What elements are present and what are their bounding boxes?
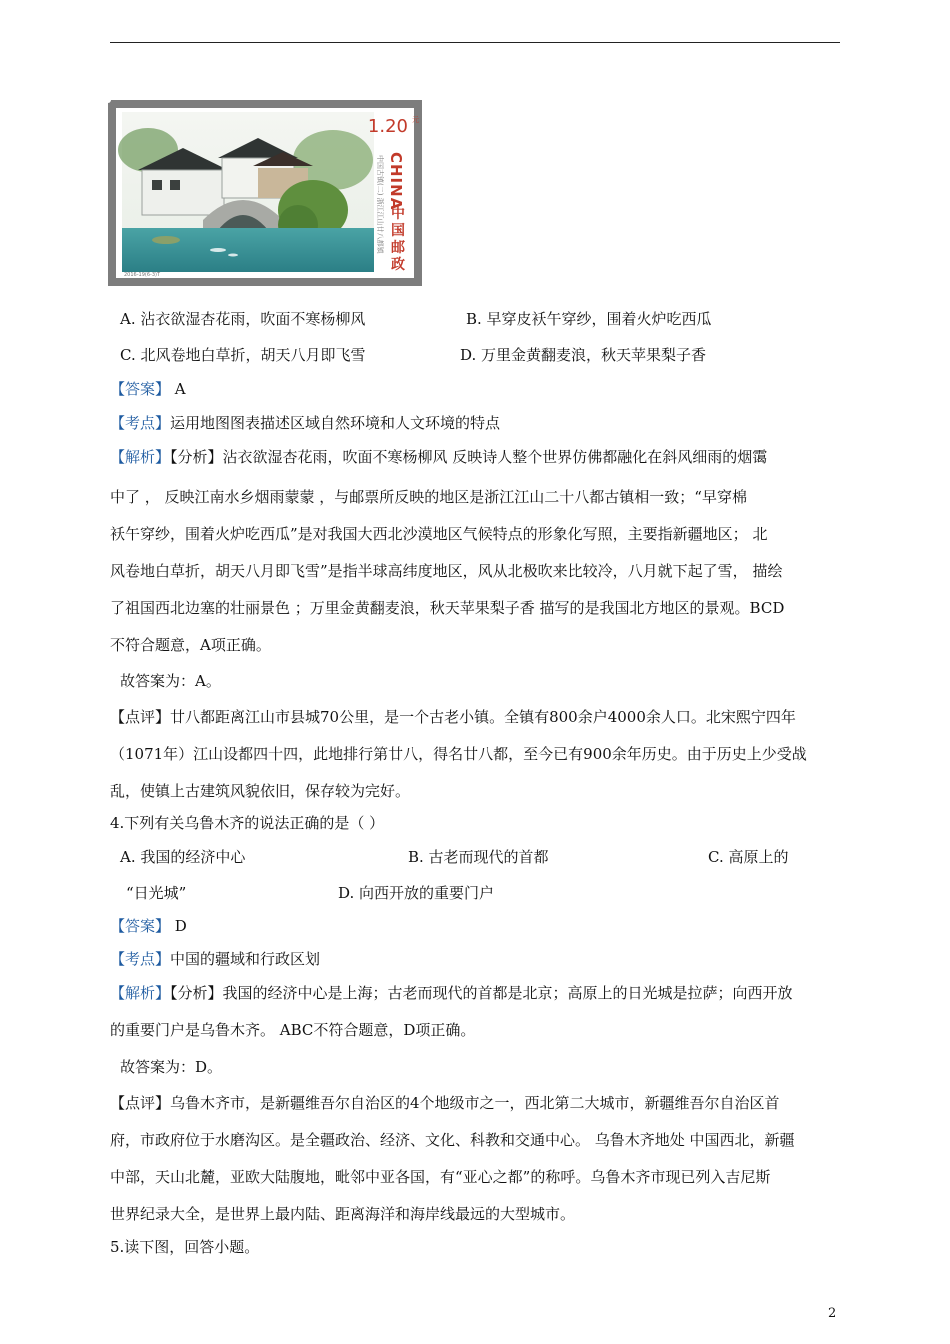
q3-analysis-line-1 <box>110 446 767 468</box>
q4-answer <box>110 915 187 937</box>
q3-analysis-line-3: 袄午穿纱，围着火炉吃西瓜”是对我国大西北沙漠地区气候特点的形象化写照，主要指新疆地区； 北 <box>110 525 768 543</box>
q3-comment-line-3: 乱，使镇上古建筑风貌依旧，保存较为完好。 <box>110 782 411 800</box>
q3-option-b: B. 早穿皮袄午穿纱，围着火炉吃西瓜 <box>466 310 712 328</box>
analysis-tag: 【解析】 <box>110 984 171 1002</box>
q4-option-c: C. 高原上的 <box>708 848 789 866</box>
svg-text:国: 国 <box>391 223 405 239</box>
q3-analysis-line-2: 中了 ， 反映江南水乡烟雨蒙蒙 ，与邮票所反映的地区是浙江江山二十八都古镇相一致；“早穿棉 <box>110 488 747 506</box>
q3-analysis-line-5: 了祖国西北边塞的壮丽景色 ；万里金黄翻麦浪，秋天苹果梨子香 描写的是我国北方地区的景观。BCD <box>110 599 785 617</box>
q4-option-a: A. 我国的经济中心 <box>120 848 246 866</box>
point-tag: 【考点】 <box>110 950 171 968</box>
stamp-country: CHINA <box>387 152 405 211</box>
answer-value: A <box>174 380 186 398</box>
q4-point <box>110 948 320 970</box>
q4-comment-line-1: 【点评】乌鲁木齐市，是新疆维吾尔自治区的4个地级市之一，西北第二大城市，新疆维吾尔自治区首 <box>110 1094 780 1112</box>
point-text: 运用地图图表描述区域自然环境和人文环境的特点 <box>170 414 501 432</box>
header-rule <box>110 42 840 43</box>
answer-tag: 【答案】 <box>110 917 171 935</box>
q3-conclusion: 故答案为：A。 <box>120 672 221 690</box>
q4-stem: 4.下列有关乌鲁木齐的说法正确的是（ ） <box>110 814 385 832</box>
stamp-value: 1.20 <box>367 116 408 137</box>
point-text: 中国的疆域和行政区划 <box>170 950 321 968</box>
postage-stamp-image <box>108 100 422 286</box>
q3-comment-line-1: 【点评】廿八都距离江山市县城70公里，是一个古老小镇。全镇有800余户4000余人口。北宋熙宁四年 <box>110 708 796 726</box>
q4-analysis-line-1 <box>110 982 793 1004</box>
q4-comment-line-3: 中部，天山北麓，亚欧大陆腹地，毗邻中亚各国，有“亚心之都”的称呼。乌鲁木齐市现已列入吉尼斯 <box>110 1168 771 1186</box>
page-number: 2 <box>828 1306 837 1321</box>
stamp-side-caption: 中国古镇(二) 浙江江山廿八都镇 <box>376 155 384 254</box>
q3-point <box>110 412 500 434</box>
q4-option-b: B. 古老而现代的首都 <box>408 848 549 866</box>
q4-conclusion: 故答案为：D。 <box>120 1058 223 1076</box>
analysis-text: 【分析】我国的经济中心是上海；古老而现代的首都是北京；高原上的日光城是拉萨；向西开放 <box>170 984 793 1002</box>
q3-option-a: A. 沾衣欲湿杏花雨，吹面不寒杨柳风 <box>120 310 366 328</box>
q4-comment-line-4: 世界纪录大全，是世界上最内陆、距离海洋和海岸线最远的大型城市。 <box>110 1205 576 1223</box>
q4-option-d: D. 向西开放的重要门户 <box>338 884 495 902</box>
q4-option-c-continued: “日光城” <box>126 884 187 902</box>
stamp-currency: 元 <box>412 116 419 124</box>
svg-text:政: 政 <box>391 257 405 273</box>
q3-analysis-line-4: 风卷地白草折，胡天八月即飞雪”是指半球高纬度地区，风从北极吹来比较冷，八月就下起了雪， 描绘 <box>110 562 783 580</box>
q4-comment-line-2: 府，市政府位于水磨沟区。是全疆政治、经济、文化、科教和交通中心。 乌鲁木齐地处 中国西北，新疆 <box>110 1131 795 1149</box>
q3-analysis-line-6: 不符合题意，A项正确。 <box>110 636 271 654</box>
answer-value: D <box>174 917 187 935</box>
analysis-text: 【分析】沾衣欲湿杏花雨，吹面不寒杨柳风 反映诗人整个世界仿佛都融化在斜风细雨的烟霭 <box>170 448 768 466</box>
q3-option-d: D. 万里金黄翻麦浪，秋天苹果梨子香 <box>460 346 707 364</box>
q3-option-c: C. 北风卷地白草折，胡天八月即飞雪 <box>120 346 366 364</box>
q3-comment-line-2: （1071年）江山设都四十四，此地排行第廿八，得名廿八都，至今已有900余年历史。由于历史上少受战 <box>110 745 807 763</box>
q3-answer <box>110 378 186 400</box>
point-tag: 【考点】 <box>110 414 171 432</box>
q4-analysis-line-2: 的重要门户是乌鲁木齐。 ABC不符合题意，D项正确。 <box>110 1021 476 1039</box>
q5-stem: 5.读下图，回答小题。 <box>110 1238 260 1256</box>
stamp-serial: 2016-19(6-3)T <box>124 272 161 278</box>
svg-text:邮: 邮 <box>391 240 405 256</box>
svg-text:中: 中 <box>391 206 405 222</box>
answer-tag: 【答案】 <box>110 380 171 398</box>
analysis-tag: 【解析】 <box>110 448 171 466</box>
